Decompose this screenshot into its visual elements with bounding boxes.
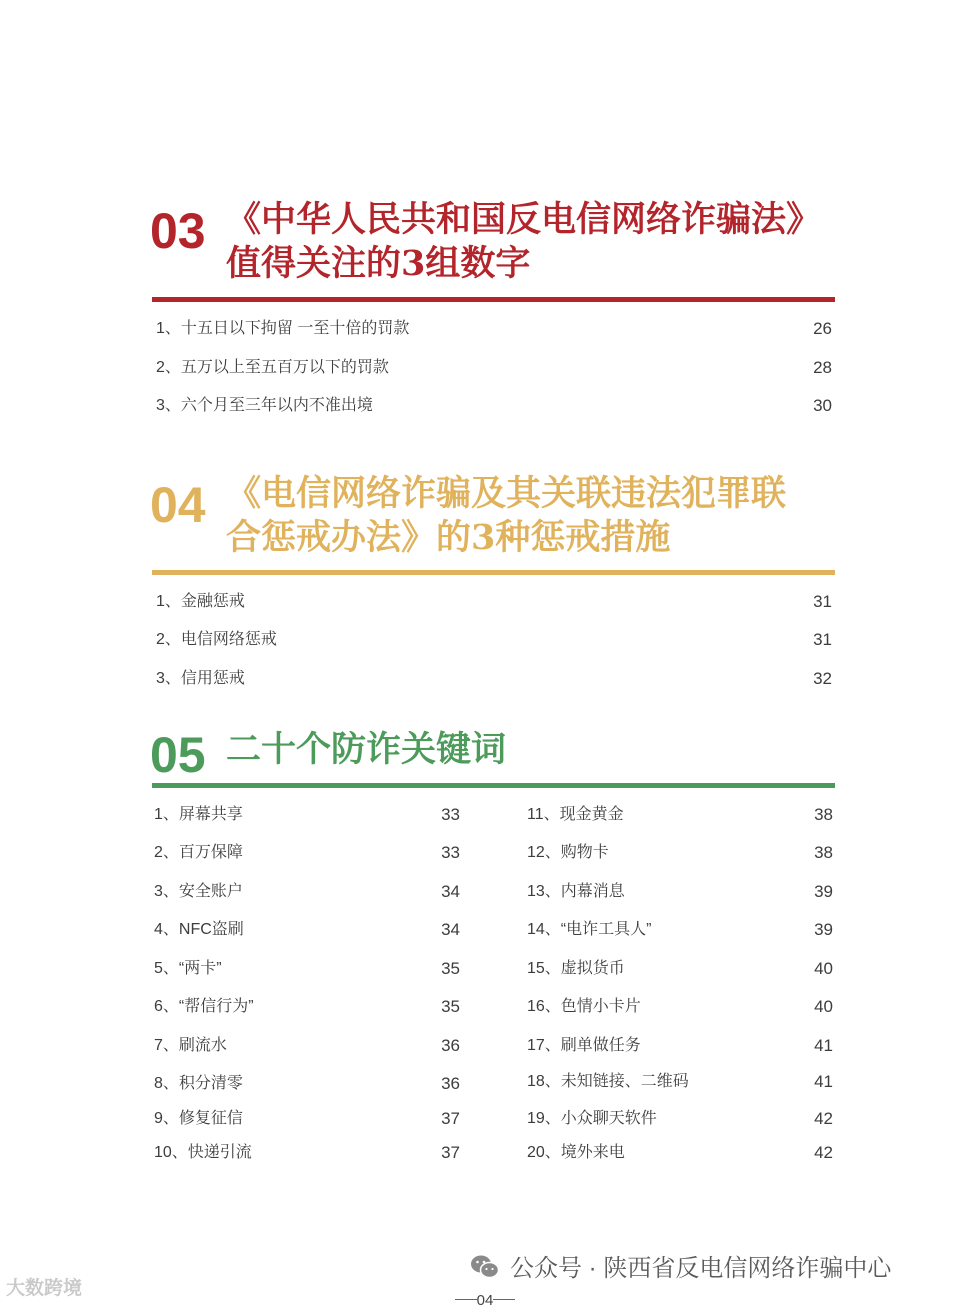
toc-entry-page: 32 [813, 669, 832, 688]
credit-text: 公众号 · 陕西省反电信网络诈骗中心 [510, 1255, 892, 1282]
section-number: 03 [150, 203, 206, 259]
keyword-label: 8、积分清零 [154, 1075, 243, 1092]
section-title-line2: 合惩戒办法》的3种惩戒措施 [226, 517, 671, 558]
keyword-label: 1、屏幕共享 [154, 806, 243, 823]
keyword-label: 2、百万保障 [154, 844, 243, 861]
keyword-label: 7、刷流水 [154, 1037, 227, 1054]
section-05-divider [152, 783, 835, 788]
toc-entry[interactable] [156, 667, 832, 691]
toc-entry-page: 31 [813, 592, 832, 611]
toc-entry-page: 31 [813, 630, 832, 649]
keyword-entry[interactable] [154, 1107, 460, 1131]
keyword-label: 16、色情小卡片 [527, 998, 641, 1015]
keyword-label: 13、内幕消息 [527, 883, 625, 900]
keyword-label: 15、虚拟货币 [527, 960, 625, 977]
toc-entry[interactable] [156, 590, 832, 614]
keyword-entry[interactable] [154, 841, 460, 865]
keyword-page: 34 [441, 882, 460, 901]
section-05-header [150, 727, 850, 783]
keyword-label: 17、刷单做任务 [527, 1037, 641, 1054]
keyword-page: 38 [814, 805, 833, 824]
keyword-entry[interactable] [527, 1070, 833, 1094]
keyword-page: 37 [441, 1143, 460, 1162]
keyword-page: 36 [441, 1036, 460, 1055]
keyword-page: 35 [441, 997, 460, 1016]
keyword-page: 42 [814, 1109, 833, 1128]
toc-entry-label: 1、金融惩戒 [156, 593, 245, 610]
keyword-entry[interactable] [527, 803, 833, 827]
keyword-page: 41 [814, 1072, 833, 1091]
keyword-entry[interactable] [527, 1141, 833, 1165]
keyword-entry[interactable] [527, 841, 833, 865]
keyword-entry[interactable] [154, 1141, 460, 1165]
section-title-line1: 《中华人民共和国反电信网络诈骗法》 [226, 199, 822, 240]
keyword-entry[interactable] [527, 880, 833, 904]
toc-entry-page: 26 [813, 319, 832, 338]
keyword-page: 40 [814, 959, 833, 978]
keyword-page: 34 [441, 920, 460, 939]
section-04-divider [152, 570, 835, 575]
keyword-label: 11、现金黄金 [527, 806, 624, 823]
toc-entry[interactable] [156, 394, 832, 418]
keyword-page: 33 [441, 805, 460, 824]
section-title: 二十个防诈关键词 [226, 729, 507, 770]
keyword-entry[interactable] [527, 957, 833, 981]
keyword-page: 39 [814, 920, 833, 939]
section-title-line2: 值得关注的3组数字 [226, 243, 531, 284]
keyword-page: 42 [814, 1143, 833, 1162]
page-number [440, 1292, 530, 1310]
keyword-page: 39 [814, 882, 833, 901]
keyword-label: 20、境外来电 [527, 1144, 625, 1161]
keyword-entry[interactable] [154, 803, 460, 827]
toc-entry[interactable] [156, 317, 832, 341]
keyword-page: 36 [441, 1074, 460, 1093]
toc-entry-label: 3、六个月至三年以内不准出境 [156, 397, 373, 414]
section-03-header [150, 198, 850, 290]
toc-entry-label: 2、电信网络惩戒 [156, 631, 277, 648]
toc-entry[interactable] [156, 356, 832, 380]
keyword-label: 3、安全账户 [154, 883, 243, 900]
keyword-label: 6、“帮信行为” [154, 998, 254, 1015]
keyword-entry[interactable] [527, 1034, 833, 1058]
keyword-entry[interactable] [154, 957, 460, 981]
wechat-account-credit [470, 1252, 891, 1286]
keyword-page: 40 [814, 997, 833, 1016]
section-number: 05 [150, 727, 206, 783]
keyword-label: 18、未知链接、二维码 [527, 1073, 689, 1090]
toc-entry-label: 2、五万以上至五百万以下的罚款 [156, 359, 389, 376]
keyword-entry[interactable] [527, 995, 833, 1019]
watermark: 大数跨境 [6, 1278, 83, 1299]
keyword-page: 41 [814, 1036, 833, 1055]
section-04-header [150, 472, 850, 564]
keyword-label: 5、“两卡” [154, 960, 222, 977]
keyword-entry[interactable] [527, 1107, 833, 1131]
keyword-page: 37 [441, 1109, 460, 1128]
keyword-entry[interactable] [527, 918, 833, 942]
section-03-divider [152, 297, 835, 302]
keyword-entry[interactable] [154, 1072, 460, 1096]
keyword-label: 4、NFC盗刷 [154, 921, 244, 938]
keyword-page: 35 [441, 959, 460, 978]
keyword-entry[interactable] [154, 918, 460, 942]
keyword-page: 38 [814, 843, 833, 862]
page-number-text: 04 [476, 1292, 494, 1309]
toc-entry-page: 28 [813, 358, 832, 377]
keyword-entry[interactable] [154, 995, 460, 1019]
toc-entry-page: 30 [813, 396, 832, 415]
keyword-page: 33 [441, 843, 460, 862]
toc-entry-label: 3、信用惩戒 [156, 670, 245, 687]
keyword-label: 10、快递引流 [154, 1144, 252, 1161]
keyword-entry[interactable] [154, 880, 460, 904]
keyword-label: 19、小众聊天软件 [527, 1110, 657, 1127]
wechat-icon [470, 1254, 500, 1280]
keyword-label: 14、“电诈工具人” [527, 921, 652, 938]
section-number: 04 [150, 477, 206, 533]
keyword-label: 12、购物卡 [527, 844, 609, 861]
toc-entry-label: 1、十五日以下拘留 一至十倍的罚款 [156, 320, 410, 337]
keyword-entry[interactable] [154, 1034, 460, 1058]
keyword-label: 9、修复征信 [154, 1110, 243, 1127]
section-title-line1: 《电信网络诈骗及其关联违法犯罪联 [226, 473, 787, 514]
toc-entry[interactable] [156, 628, 832, 652]
